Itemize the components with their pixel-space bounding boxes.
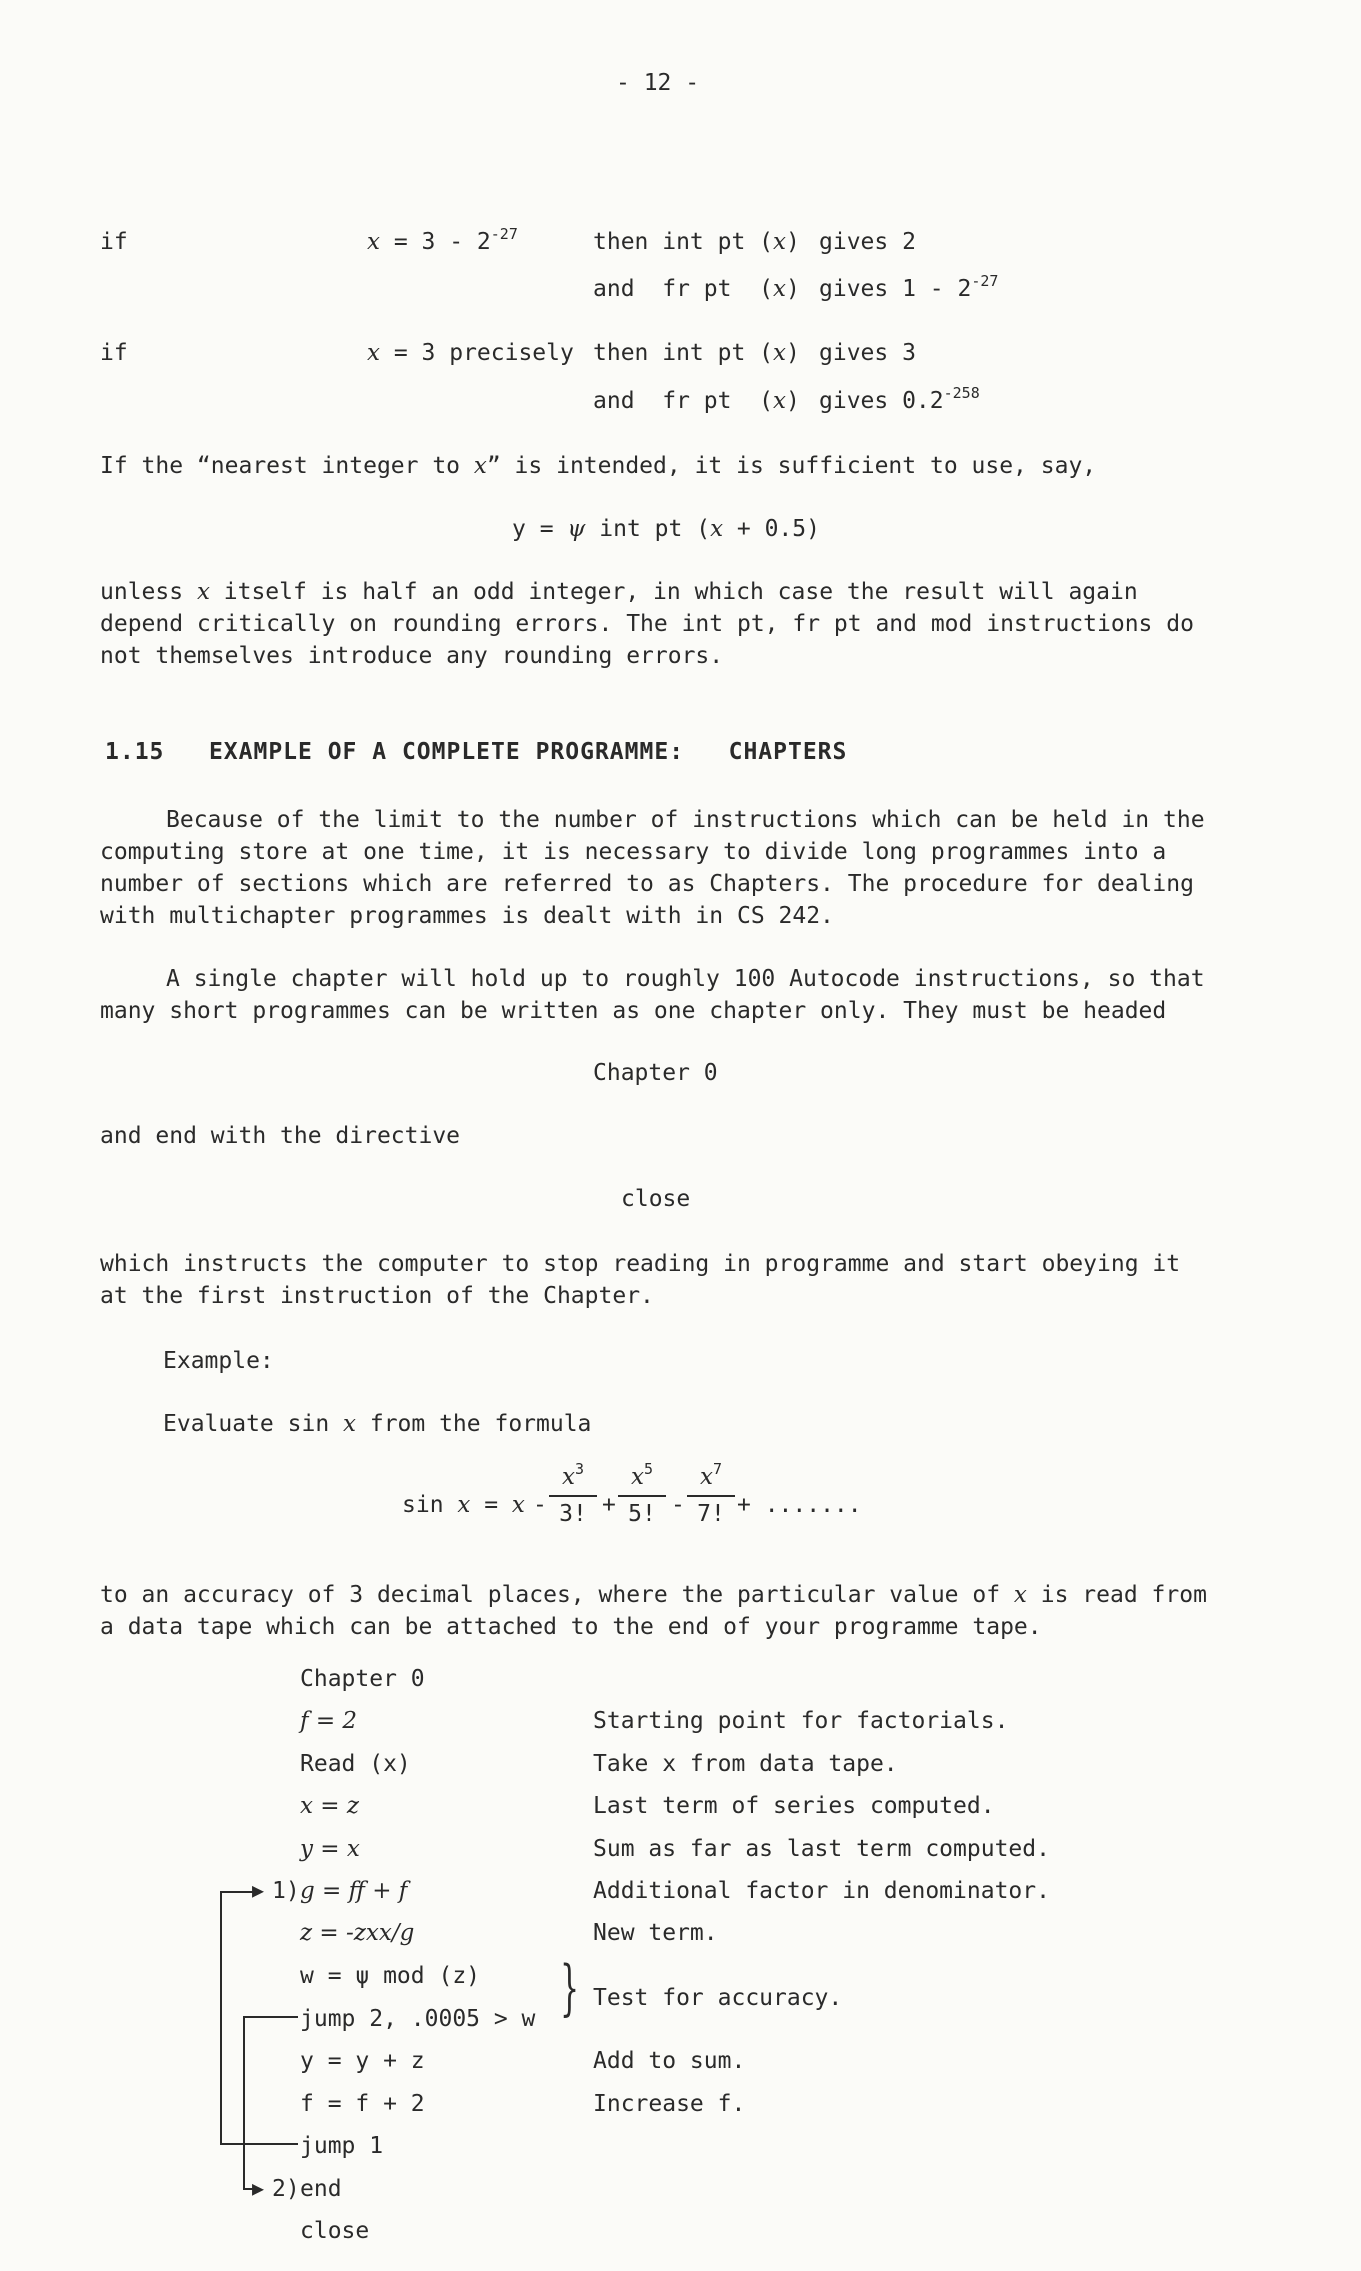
if-keyword: if [100, 229, 128, 255]
series-term-x7-over-7!: $x^7$ 7! [687, 1466, 735, 1526]
arrow-to-label-2-icon: ▶ [252, 2176, 265, 2200]
code-line: y = y + z [300, 2048, 425, 2074]
then-clause: then int pt (x) [593, 229, 800, 255]
then-result: gives 2 [819, 229, 916, 255]
code-line: end [300, 2176, 342, 2202]
code-line: g = ff + f [300, 1878, 408, 1904]
series-sign-3: - [671, 1492, 685, 1518]
code-line: f = f + 2 [300, 2091, 425, 2117]
code-comment: Last term of series computed. [593, 1793, 995, 1819]
code-line: jump 1 [300, 2133, 384, 2159]
code-line: Read (x) [300, 1751, 411, 1777]
and-clause: and fr pt (x) [593, 276, 800, 302]
series-term-x3-over-3!: $x^3$ 3! [549, 1466, 597, 1526]
and-result: gives $1 - 2^{-27}$ [819, 272, 999, 302]
unless-paragraph: unless x itself is half an odd integer, in which case the result will again depend critically on rounding errors. The int pt, fr pt and mod instructions do not themselves introduce any rounding errors. [100, 579, 1194, 669]
code-label-1: 1) [272, 1878, 300, 1904]
right-brace: } [560, 1953, 580, 2023]
then-clause: then int pt (x) [593, 340, 800, 366]
instructs-paragraph: which instructs the computer to stop reading in programme and start obeying it at the first instruction of the Chapter. [100, 1251, 1181, 1309]
code-line: z = -zxx/g [300, 1920, 415, 1946]
and-clause: and fr pt (x) [593, 388, 800, 414]
section-title: EXAMPLE OF A COMPLETE PROGRAMME: [208, 739, 685, 765]
section-number: 1.15 [105, 739, 165, 765]
code-line: y = x [300, 1836, 360, 1862]
series-term-x5-over-5!: $x^5$ 5! [618, 1466, 666, 1526]
evaluate-text: Evaluate sin x from the formula [163, 1411, 592, 1437]
close-directive: close [621, 1186, 691, 1212]
and-result: gives $0.2^{-258}$ [819, 384, 980, 414]
code-line: close [300, 2218, 370, 2244]
single-chapter-paragraph: A single chapter will hold up to roughly 100 Autocode instructions, so that many short programmes can be written as one chapter only. They must be headed [100, 966, 1205, 1024]
code-comment: Starting point for factorials. [593, 1708, 1009, 1734]
nearest-formula: y = ψ int pt (x + 0.5) [512, 516, 820, 542]
then-result: gives 3 [819, 340, 916, 366]
code-line: Chapter 0 [300, 1666, 425, 1692]
code-label-2: 2) [272, 2176, 300, 2202]
if-condition: x = 3 precisely [367, 340, 574, 366]
page-number: - 12 - [616, 70, 700, 96]
code-line: w = ψ mod (z) [300, 1963, 481, 1989]
section-subtitle: CHAPTERS [728, 739, 848, 765]
series-sign-2: + [602, 1492, 616, 1518]
code-line: f = 2 [300, 1708, 358, 1734]
code-comment: Sum as far as last term computed. [593, 1836, 1050, 1862]
chapter-heading-example: Chapter 0 [593, 1060, 718, 1086]
code-comment: Increase f. [593, 2091, 746, 2117]
code-comment: Take x from data tape. [593, 1751, 898, 1777]
chapters-paragraph: Because of the limit to the number of instructions which can be held in the computing store at one time, it is necessary to divide long programmes into a number of sections which are referred to as Chapters. The procedure for dealing with multichapter programmes is dealt with in CS 242. [100, 807, 1205, 929]
example-label: Example: [163, 1348, 274, 1374]
series-lhs: sin x = x [402, 1492, 525, 1518]
code-comment: New term. [593, 1920, 718, 1946]
if-condition: $x = 3 - 2^{-27}$ [367, 225, 518, 255]
code-line: jump 2, .0005 > w [300, 2006, 536, 2032]
section-heading [105, 741, 847, 764]
end-directive-text: and end with the directive [100, 1123, 461, 1149]
code-line: x = z [300, 1793, 359, 1819]
series-tail: + ....... [737, 1492, 862, 1518]
code-comment: Test for accuracy. [593, 1985, 843, 2011]
code-comment: Add to sum. [593, 2048, 746, 2074]
code-comment: Additional factor in denominator. [593, 1878, 1050, 1904]
nearest-integer-text: If the “nearest integer to x” is intended, it is sufficient to use, say, [100, 453, 1097, 479]
arrow-to-label-1-icon: ▶ [252, 1878, 265, 1902]
accuracy-paragraph: to an accuracy of 3 decimal places, where the particular value of x is read from a data tape which can be attached to the end of your programme tape. [100, 1582, 1207, 1640]
series-sign-1: - [533, 1492, 547, 1518]
if-keyword: if [100, 340, 128, 366]
